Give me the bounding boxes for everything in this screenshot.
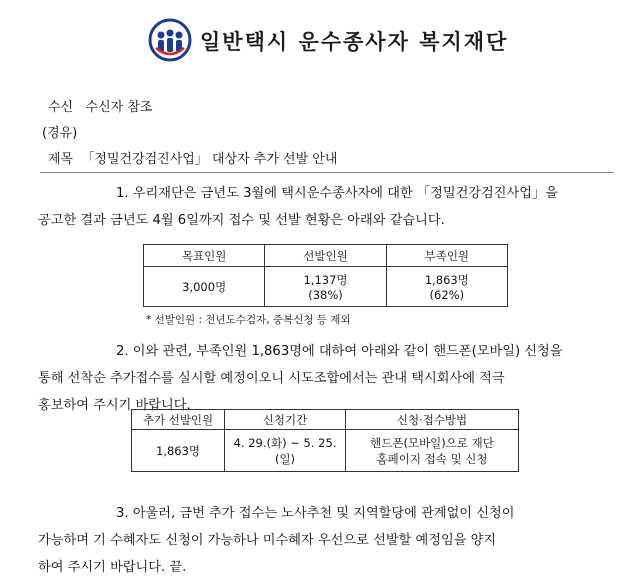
- paragraph-1: [38, 180, 614, 234]
- divider: [40, 172, 614, 173]
- subject-label: 제목: [48, 152, 74, 167]
- status-target-value: 3,000명: [144, 267, 265, 307]
- status-selected-cell: [265, 267, 386, 307]
- paragraph-1-line-1: 1. 우리재단은 금년도 3월에 택시운수종사자에 대한 「정밀건강검진사업」을: [116, 186, 558, 201]
- via-line: (경유): [42, 126, 78, 141]
- letterhead: [0, 18, 642, 68]
- status-shortage-cell: [386, 267, 507, 307]
- application-table: [131, 409, 519, 472]
- paragraph-3-line-1: 3. 아울러, 금번 추가 접수는 노사추천 및 지역할당에 관계없이 신청이: [116, 506, 515, 521]
- recipient-line: [48, 96, 152, 115]
- subject-line: [48, 148, 337, 167]
- organization-name: 일반택시 운수종사자 복지재단: [200, 30, 509, 54]
- status-selected-pct: (38%): [308, 287, 343, 302]
- application-header-period: 신청기간: [225, 410, 346, 430]
- status-shortage-pct: (62%): [429, 287, 465, 302]
- application-method-line-2: 홈페이지 접속 및 신청: [376, 451, 488, 466]
- status-header-target: 목표인원: [144, 245, 265, 267]
- status-selected-value: 1,137명: [303, 272, 348, 287]
- paragraph-1-line-2: 공고한 결과 금년도 4월 6일까지 접수 및 선발 현황은 아래와 같습니다.: [38, 213, 445, 228]
- status-header-selected: 선발인원: [265, 245, 386, 267]
- status-header-shortage: 부족인원: [386, 245, 507, 267]
- paragraph-3-line-3: 하여 주시기 바랍니다. 끝.: [38, 560, 187, 575]
- application-method-cell: [346, 430, 519, 472]
- status-table: [143, 244, 508, 307]
- foundation-logo-icon: [148, 18, 192, 62]
- application-header-method: 신청·접수방법: [346, 410, 519, 430]
- paragraph-3: [38, 500, 614, 581]
- paragraph-2-line-1: 2. 이와 관련, 부족인원 1,863명에 대하여 아래와 같이 핸드폰(모바일) 신청을: [116, 344, 563, 359]
- paragraph-2-line-2: 통해 선착순 추가접수를 실시할 예정이오니 시도조합에서는 관내 택시회사에 적극: [38, 371, 505, 386]
- recipient-value: 수신자 참조: [85, 100, 153, 115]
- application-count-value: 1,863명: [132, 430, 225, 472]
- paragraph-2-line-3: 홍보하여 주시기 바랍니다.: [38, 398, 191, 413]
- recipient-label: 수신: [48, 100, 74, 115]
- status-shortage-value: 1,863명: [424, 272, 469, 287]
- application-header-count: 추가 선발인원: [132, 410, 225, 430]
- paragraph-3-line-2: 가능하며 기 수혜자도 신청이 가능하나 미수혜자 우선으로 선발할 예정임을 양지: [38, 533, 497, 548]
- subject-value: 「정밀건강검진사업」 대상자 추가 선발 안내: [81, 152, 338, 167]
- application-method-line-1: 핸드폰(모바일)으로 재단: [370, 435, 494, 450]
- application-period-value: 4. 29.(화) ~ 5. 25.(일): [225, 430, 346, 472]
- footnote: * 선발인원 : 전년도수검자, 중복신청 등 제외: [146, 314, 351, 326]
- paragraph-2: [38, 338, 614, 419]
